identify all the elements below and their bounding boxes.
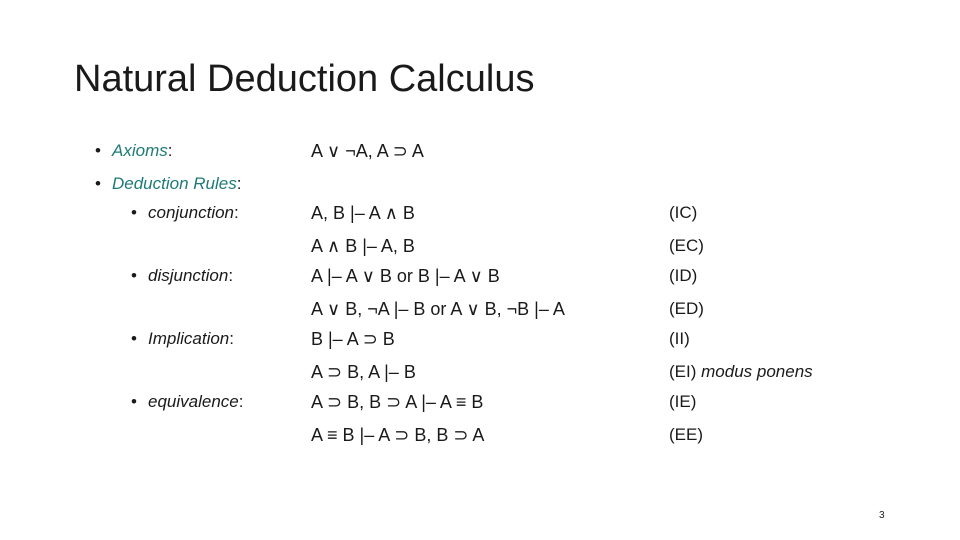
axioms-colon: : — [167, 141, 173, 160]
rule-ii: (II) — [669, 329, 690, 348]
rule-ie: (IE) — [669, 392, 697, 411]
formula-ed: A ∨ B, ¬A |– B or A ∨ B, ¬B |– A — [311, 299, 565, 319]
formula-ec: A ∧ B |– A, B — [311, 236, 415, 256]
rule-ee: (EE) — [669, 425, 703, 444]
conjunction-label-text: conjunction — [148, 203, 235, 222]
deduction-rules-label-text: Deduction Rules — [112, 174, 237, 193]
disjunction-colon: : — [228, 266, 234, 285]
page-number: 3 — [879, 510, 885, 521]
rule-ed: (ED) — [669, 299, 704, 318]
rule-ei-name: (EI) — [669, 362, 697, 381]
equivalence-label — [148, 392, 243, 412]
deduction-rules-colon: : — [236, 174, 242, 193]
formula-ee: A ≡ B |– A ⊃ B, B ⊃ A — [311, 425, 485, 445]
conjunction-colon: : — [234, 203, 239, 222]
formula-id: A |– A ∨ B or B |– A ∨ B — [311, 266, 500, 286]
axioms-label — [112, 141, 172, 161]
disjunction-label — [148, 266, 233, 286]
conjunction-label — [148, 203, 239, 223]
slide-title: Natural Deduction Calculus — [74, 58, 535, 100]
rule-id: (ID) — [669, 266, 698, 285]
disjunction-label-text: disjunction — [148, 266, 229, 285]
implication-label — [148, 329, 234, 349]
formula-axioms: A ∨ ¬A, A ⊃ A — [311, 141, 424, 161]
formula-ie: A ⊃ B, B ⊃ A |– A ≡ B — [311, 392, 484, 412]
rule-ei-note: modus ponens — [701, 362, 813, 381]
axioms-label-text: Axioms — [112, 141, 168, 160]
equivalence-label-text: equivalence — [148, 392, 239, 411]
rule-ei — [669, 362, 813, 382]
deduction-rules-label — [112, 174, 241, 194]
implication-label-text: Implication — [148, 329, 230, 348]
formula-ei: A ⊃ B, A |– B — [311, 362, 416, 382]
formula-ii: B |– A ⊃ B — [311, 329, 395, 349]
implication-colon: : — [229, 329, 234, 348]
formula-ic: A, B |– A ∧ B — [311, 203, 415, 223]
equivalence-colon: : — [238, 392, 244, 411]
rule-ic: (IC) — [669, 203, 698, 222]
rule-ec: (EC) — [669, 236, 704, 255]
